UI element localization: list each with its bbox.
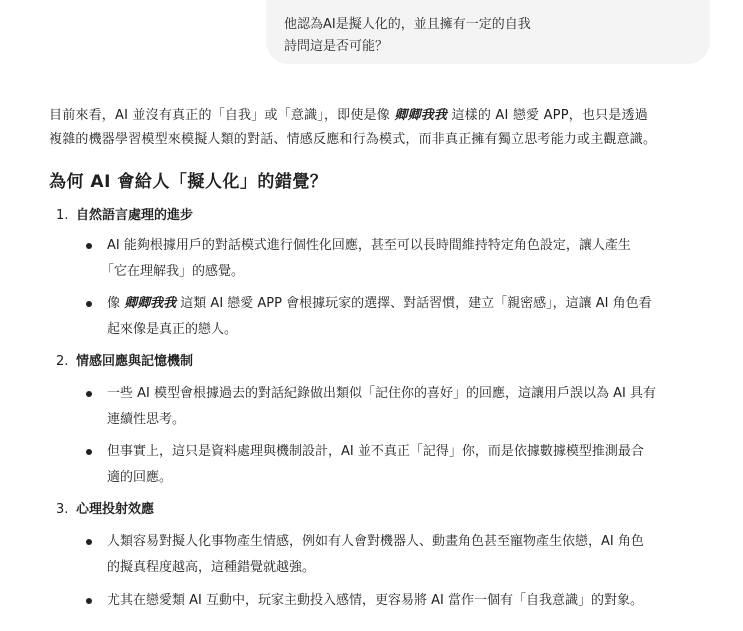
- bullet-dot-icon: [86, 449, 92, 455]
- intro-text: 目前來看，AI 並沒有真正的「自我」或「意識」，即使是像: [49, 108, 395, 123]
- user-message-line: 他認為AI是擬人化的，並且擁有一定的自我: [284, 17, 531, 32]
- list-number: 3.: [56, 502, 69, 517]
- list-item-title: [56, 352, 193, 372]
- bullet-dot-icon: [86, 539, 92, 545]
- bullet-line: 尤其在戀愛類 AI 互動中，玩家主動投入感情，更容易將 AI 當作一個有「自我意識」的對象。: [107, 593, 643, 608]
- bullet-line: 一些 AI 模型會根據過去的對話紀錄做出類似「記住你的喜好」的回應，這讓用戶誤以為 AI 具有: [107, 386, 656, 401]
- list-item-title: [56, 500, 154, 520]
- bullet-line: 的擬真程度越高，這種錯覺就越強。: [107, 560, 316, 575]
- list-title-text: 自然語言處理的進步: [76, 208, 194, 223]
- app-name-emphasis: 卿卿我我: [124, 296, 177, 311]
- bullet-line: 「它在理解我」的感覺。: [101, 264, 245, 279]
- intro-line: 複雜的機器學習模型來模擬人類的對話、情感反應和行為模式，而非真正擁有獨立思考能力或主觀意識。: [49, 132, 657, 147]
- list-item-title: [56, 206, 193, 226]
- user-message-bubble: [266, 0, 710, 64]
- bullet-line: 連續性思考。: [107, 412, 186, 427]
- list-number: 2.: [56, 354, 69, 369]
- bullet-text: 這類 AI 戀愛 APP 會根據玩家的選擇、對話習慣，建立「親密感」，這讓 AI 角色看: [176, 296, 652, 311]
- bullet-line: 但事實上，這只是資料處理與機制設計，AI 並不真正「記得」你，而是依據數據模型推測最合: [107, 444, 644, 459]
- bullet-line: 起來像是真正的戀人。: [107, 322, 238, 337]
- section-heading: 為何 AI 會給人「擬人化」的錯覺？: [49, 172, 328, 192]
- bullet-line: [107, 291, 652, 317]
- user-message-line: 詩問這是否可能？: [284, 39, 389, 54]
- bullet-dot-icon: [86, 598, 92, 604]
- bullet-line: 適的回應。: [107, 470, 173, 485]
- intro-paragraph: [49, 104, 729, 152]
- app-name-emphasis: 卿卿我我: [394, 108, 448, 123]
- list-number: 1.: [56, 208, 69, 223]
- intro-line: [49, 104, 729, 128]
- bullet-text: 像: [107, 296, 125, 311]
- list-title-text: 心理投射效應: [76, 502, 155, 517]
- intro-text: 這樣的 AI 戀愛 APP，也只是透過: [447, 108, 648, 123]
- bullet-dot-icon: [86, 391, 92, 397]
- bullet-line: AI 能夠根據用戶的對話模式進行個性化回應，甚至可以長時間維持特定角色設定，讓人產生: [107, 238, 631, 253]
- bullet-dot-icon: [86, 301, 92, 307]
- list-title-text: 情感回應與記憶機制: [76, 354, 194, 369]
- bullet-dot-icon: [86, 243, 92, 249]
- bullet-line: 人類容易對擬人化事物產生情感，例如有人會對機器人、動畫角色甚至寵物產生依戀，AI 角色: [107, 534, 644, 549]
